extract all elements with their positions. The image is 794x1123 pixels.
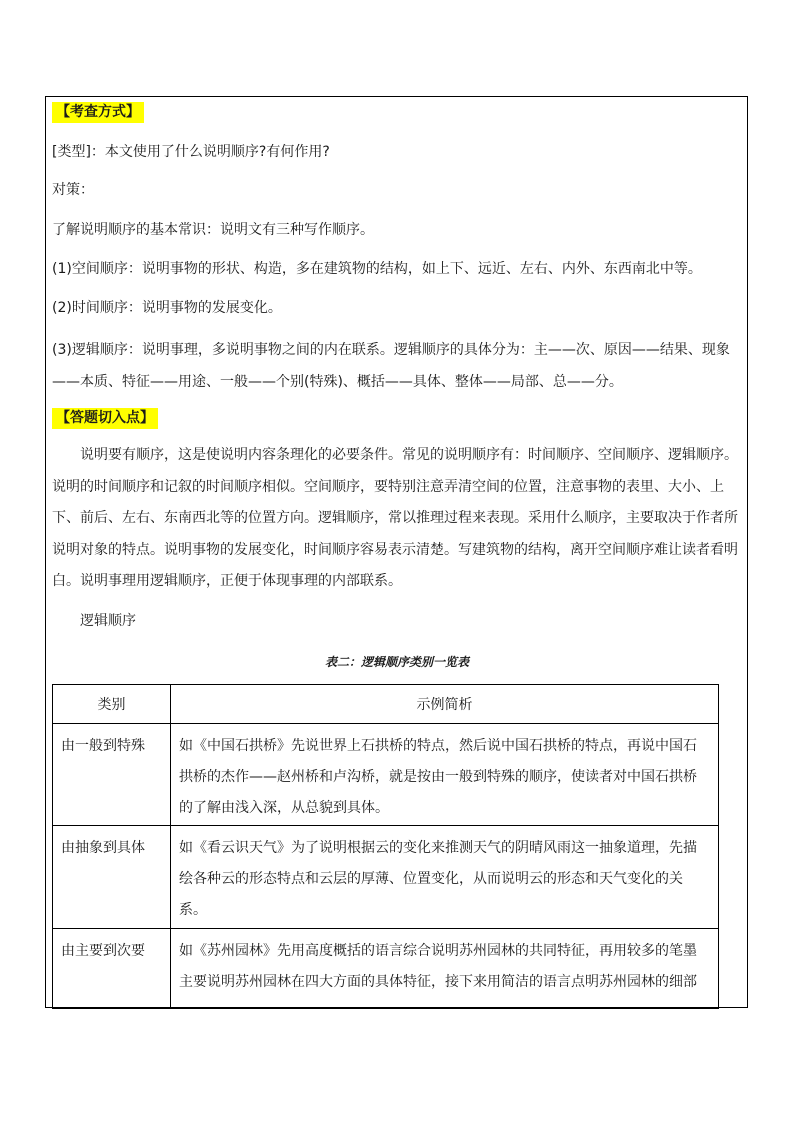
table-row	[53, 724, 719, 826]
table-header-example: 示例简析	[171, 685, 719, 724]
table-row	[53, 929, 719, 1009]
row-example-cell	[171, 929, 719, 1009]
question-type-line: [类型]：本文使用了什么说明顺序?有何作用?	[52, 144, 330, 160]
row-example: 如《中国石拱桥》先说世界上石拱桥的特点，然后说中国石拱桥的特点，再说中国石拱桥的杰作——赵州桥和卢沟桥，就是按由一般到特殊的顺序，使读者对中国石拱桥的了解由浅入深，从总貌到具体。	[171, 724, 719, 826]
row-category: 由抽象到具体	[53, 826, 171, 929]
table-header-category: 类别	[53, 685, 171, 724]
row-category: 由主要到次要	[53, 929, 171, 1009]
countermeasure-label: 对策：	[52, 182, 94, 198]
intro-line: 了解说明顺序的基本常识：说明文有三种写作顺序。	[52, 222, 374, 238]
logical-order-item: (3)逻辑顺序：说明事理，多说明事物之间的内在联系。逻辑顺序的具体分为：主——次、原因——结果、现象——本质、特征——用途、一般——个别(特殊)、概括——具体、整体——局部、总——分。	[52, 342, 730, 390]
table-row	[53, 826, 719, 929]
explanation-paragraph: 说明要有顺序，这是使说明内容条理化的必要条件。常见的说明顺序有：时间顺序、空间顺序、逻辑顺序。说明的时间顺序和记叙的时间顺序相似。空间顺序，要特别注意弄清空间的位置，注意事物的表里、大小、上下、前后、左右、东南西北等的位置方向。逻辑顺序，常以推理过程来表现。采用什么顺序，主要取决于作者所说明对象的特点。说明事物的发展变化，时间顺序容易表示清楚。写建筑物的结构，离开空间顺序难让读者看明白。说明事理用逻辑顺序，正便于体现事理的内部联系。	[52, 447, 738, 589]
logical-order-table	[52, 684, 719, 1009]
row-example: 如《苏州园林》先用高度概括的语言综合说明苏州园林的共同特征，再用较多的笔墨主要说明苏州园林在四大方面的具体特征，接下来用简洁的语言点明苏州园林的细部	[179, 943, 697, 990]
row-example: 如《看云识天气》为了说明根据云的变化来推测天气的阴晴风雨这一抽象道理，先描绘各种云的形态特点和云层的厚薄、位置变化，从而说明云的形态和天气变化的关系。	[171, 826, 719, 929]
logical-order-subheading: 逻辑顺序	[80, 613, 136, 629]
spatial-order-item: (1)空间顺序：说明事物的形状、构造，多在建筑物的结构，如上下、远近、左右、内外、东西南北中等。	[52, 261, 702, 277]
table-header-row	[53, 685, 719, 724]
time-order-item: (2)时间顺序：说明事物的发展变化。	[52, 300, 282, 316]
section-heading-answer-entry: 【答题切入点】	[52, 408, 158, 429]
table-caption: 表二：逻辑顺序类别一览表	[324, 655, 469, 669]
section-heading-exam-method: 【考查方式】	[52, 102, 144, 123]
row-category: 由一般到特殊	[53, 724, 171, 826]
